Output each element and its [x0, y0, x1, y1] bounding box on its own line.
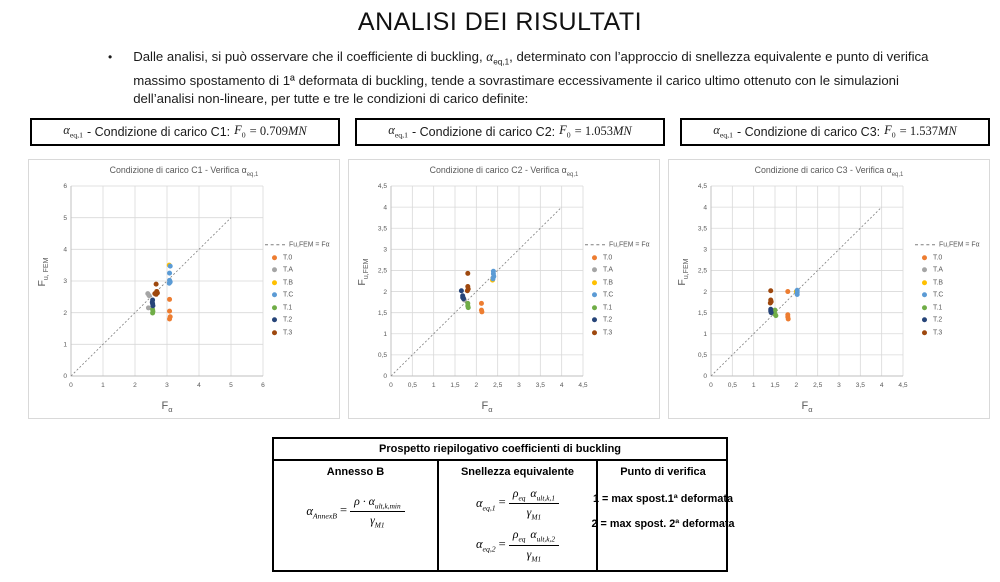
legend-label: T.2	[603, 316, 613, 324]
formula-alpha-eq2: $\alpha_{eq,2}$ = $\frac{\rho_{eq} \alpha_{ult,k,2}}{\gamma_{M1}}$	[476, 527, 559, 563]
x-tick-label: 1,5	[450, 381, 460, 389]
legend-label: T.1	[603, 303, 613, 311]
y-tick-label: 3,5	[377, 225, 387, 233]
chart-c2-y-axis-label: $F_{u,FEM}$	[355, 258, 371, 286]
y-tick-label: 2,5	[377, 267, 387, 275]
legend-label: T.B	[933, 278, 943, 286]
data-point	[768, 300, 773, 305]
x-tick-label: 1,5	[770, 381, 780, 389]
legend-item-T.C	[915, 291, 987, 298]
gridlines	[63, 183, 265, 389]
data-point	[168, 263, 173, 268]
chart-c3-y-axis-label: $F_{u,FEM}$	[675, 258, 691, 286]
y-tick-label: 1	[703, 330, 707, 338]
data-point	[150, 303, 155, 308]
summary-table	[272, 437, 735, 573]
punto-line-1: 1 = max spost.1ª deformata	[593, 492, 733, 505]
series-T.3	[465, 271, 471, 293]
scatter-plot-c2	[361, 180, 599, 396]
data-point	[465, 288, 470, 293]
series-marker-icon	[922, 255, 927, 260]
legend-label: T.0	[283, 253, 293, 261]
y-tick-label: 0	[383, 372, 387, 380]
x-tick-label: 0	[709, 381, 713, 389]
condition-box-c2: $\alpha_{eq,1}$ - Condizione di carico C2: $F_0$ = 1.053 MN	[355, 118, 665, 146]
chart-c2-title: Condizione di carico C2 - Verifica $\alpha_{eq,1}$	[429, 164, 579, 178]
column-annesso-b	[274, 461, 437, 571]
formula-alpha-eq1: $\alpha_{eq,1}$ = $\frac{\rho_{eq} \alpha_{ult,k,1}}{\gamma_{M1}}$	[476, 486, 559, 522]
x-tick-label: 2	[474, 381, 479, 389]
legend-label: Fu,FEM = Fα	[609, 241, 650, 249]
series-T.2	[150, 297, 156, 308]
x-tick-label: 1	[431, 381, 436, 389]
data-point	[167, 297, 172, 302]
x-tick-label: 5	[229, 381, 233, 389]
legend-label: T.B	[283, 278, 293, 286]
y-tick-label: 5	[63, 214, 67, 222]
series-marker-icon	[592, 280, 597, 285]
legend-label: T.A	[603, 266, 613, 274]
chart-c1-y-axis-label: $F_{u, FEM}$	[35, 257, 51, 287]
legend-item-T.A	[585, 266, 657, 273]
series-marker-icon	[592, 255, 597, 260]
legend-item-T.2	[585, 316, 657, 323]
chart-c2-x-axis-label: $F_\alpha$	[481, 400, 493, 415]
condition-box-c3: $\alpha_{eq,1}$ - Condizione di carico C3: $F_0$ = 1.537 MN	[680, 118, 990, 146]
dashed-line-icon	[915, 244, 935, 245]
series-marker-icon	[922, 330, 927, 335]
y-tick-label: 1	[63, 341, 67, 349]
series-marker-icon	[272, 280, 277, 285]
x-tick-label: 2,5	[493, 381, 503, 389]
condition-box-c1: $\alpha_{eq,1}$ - Condizione di carico C1: $F_0$ = 0.709 MN	[30, 118, 340, 146]
y-tick-label: 2	[63, 309, 67, 317]
data-point	[786, 316, 791, 321]
legend-item-T.C	[265, 291, 337, 298]
chart-c1-title: Condizione di carico C1 - Verifica $\alpha_{eq,1}$	[109, 164, 259, 178]
legend-item-identity	[265, 241, 337, 248]
summary-table-header: Prospetto riepilogativo coefficienti di buckling	[274, 439, 726, 461]
chart-c2	[348, 159, 660, 419]
legend-label: T.B	[603, 278, 613, 286]
dashed-line-icon	[585, 244, 605, 245]
data-point	[150, 310, 155, 315]
legend-item-identity	[585, 241, 657, 248]
series-T.2	[768, 306, 773, 314]
data-point	[795, 292, 800, 297]
data-point	[154, 291, 159, 296]
data-point	[461, 296, 466, 301]
y-tick-label: 2,5	[697, 267, 707, 275]
series-T.1	[150, 307, 155, 315]
series-T.0	[479, 301, 484, 314]
series-marker-icon	[272, 255, 277, 260]
y-tick-label: 0	[63, 372, 67, 380]
chart-c1-x-axis-label: $F_\alpha$	[161, 400, 173, 415]
series-marker-icon	[922, 280, 927, 285]
dashed-line-icon	[265, 244, 285, 245]
series-marker-icon	[922, 317, 927, 322]
legend-label: T.C	[603, 291, 614, 299]
data-point	[773, 313, 778, 318]
x-tick-label: 2,5	[813, 381, 823, 389]
chart-c3-x-axis-label: $F_\alpha$	[801, 400, 813, 415]
x-tick-label: 0,5	[727, 381, 737, 389]
chart-c1-legend	[265, 236, 337, 342]
data-point	[167, 316, 172, 321]
legend-item-T.B	[265, 279, 337, 286]
series-marker-icon	[922, 305, 927, 310]
x-tick-label: 3	[517, 381, 521, 389]
data-point	[154, 281, 159, 286]
x-tick-label: 0	[69, 381, 73, 389]
x-tick-label: 3	[165, 381, 169, 389]
y-tick-label: 2	[383, 288, 387, 296]
punto-line-2: 2 = max spost. 2ª deformata	[591, 517, 735, 530]
x-tick-label: 4	[879, 381, 884, 389]
chart-c3-legend	[915, 236, 987, 342]
column-punto-verifica-title: Punto di verifica	[620, 465, 706, 478]
x-tick-label: 1	[751, 381, 756, 389]
chart-c3-title: Condizione di carico C3 - Verifica $\alpha_{eq,1}$	[754, 164, 904, 178]
y-tick-label: 2	[703, 288, 707, 296]
slide-title: ANALISI DEI RISULTATI	[357, 8, 643, 36]
y-tick-label: 1,5	[697, 309, 707, 317]
y-tick-label: 4	[383, 203, 387, 211]
chart-c2-legend	[585, 236, 657, 342]
series-T.1	[465, 301, 470, 310]
legend-item-T.0	[915, 254, 987, 261]
x-tick-label: 6	[261, 381, 265, 389]
legend-label: T.C	[933, 291, 944, 299]
scatter-plot-c3	[681, 180, 919, 396]
legend-item-T.1	[915, 304, 987, 311]
series-T.3	[152, 281, 160, 296]
legend-label: T.2	[933, 316, 943, 324]
legend-label: T.0	[603, 253, 613, 261]
legend-item-T.1	[265, 304, 337, 311]
legend-label: Fu,FEM = Fα	[289, 241, 330, 249]
series-marker-icon	[272, 330, 277, 335]
data-point	[785, 289, 790, 294]
legend-item-T.3	[915, 329, 987, 336]
series-marker-icon	[592, 292, 597, 297]
legend-label: T.3	[603, 328, 613, 336]
series-T.3	[768, 288, 774, 305]
bullet-icon: •	[108, 50, 113, 64]
formula-annex-b: $\alpha_{AnnexB}$ = $\frac{\rho \cdot \alpha_{ult,k,min}}{\gamma_{M1}}$	[306, 494, 404, 530]
series-T.C	[490, 268, 496, 281]
data-point	[466, 305, 471, 310]
data-point	[167, 280, 172, 285]
data-point	[769, 310, 774, 315]
x-tick-label: 2	[133, 381, 137, 389]
scatter-plot-c1	[41, 180, 279, 396]
x-tick-label: 4,5	[578, 381, 588, 389]
legend-item-T.A	[265, 266, 337, 273]
data-point	[490, 276, 495, 281]
bullet-text: Dalle analisi, si può osservare che il coefficiente di buckling, $\alpha_{eq,1}$, determinato con l’approccio di snellezza equivalente e punto di verifica massimo spostamento di 1ª deformata di buckling, tende a sovrastimare eccessivamente il carico ultimo ottenuto con le simulazioni dell’analisi non-lineare, per tutte e tre le condizioni di carico definite:	[133, 49, 929, 106]
chart-c1	[28, 159, 340, 419]
charts-row	[28, 159, 990, 419]
condition-boxes-row	[30, 118, 990, 146]
series-marker-icon	[272, 292, 277, 297]
legend-label: T.1	[283, 303, 293, 311]
legend-item-T.B	[585, 279, 657, 286]
legend-item-T.3	[585, 329, 657, 336]
series-T.0	[167, 297, 173, 322]
legend-label: T.A	[283, 266, 293, 274]
y-tick-label: 3	[703, 246, 707, 254]
data-point	[768, 288, 773, 293]
y-tick-label: 1,5	[377, 309, 387, 317]
series-marker-icon	[592, 317, 597, 322]
data-point	[465, 271, 470, 276]
column-snellezza	[437, 461, 598, 571]
legend-item-T.0	[585, 254, 657, 261]
y-tick-label: 4,5	[697, 182, 707, 190]
series-marker-icon	[272, 317, 277, 322]
legend-item-T.2	[265, 316, 337, 323]
legend-label: T.C	[283, 291, 294, 299]
column-punto-verifica	[591, 461, 735, 571]
series-marker-icon	[592, 330, 597, 335]
column-annesso-b-title: Annesso B	[326, 465, 385, 478]
legend-item-T.A	[915, 266, 987, 273]
series-T.C	[795, 287, 800, 296]
series-marker-icon	[592, 267, 597, 272]
data-point	[479, 301, 484, 306]
data-point	[167, 270, 172, 275]
chart-c3	[668, 159, 990, 419]
x-tick-label: 3,5	[855, 381, 865, 389]
summary-table-body	[274, 461, 735, 571]
data-point	[479, 309, 484, 314]
legend-label: T.0	[933, 253, 943, 261]
series-marker-icon	[272, 267, 277, 272]
data-point	[167, 308, 172, 313]
x-tick-label: 4	[559, 381, 564, 389]
x-tick-label: 0,5	[407, 381, 417, 389]
x-tick-label: 4,5	[898, 381, 908, 389]
legend-label: T.1	[933, 303, 943, 311]
legend-label: T.3	[283, 328, 293, 336]
y-tick-label: 3	[383, 246, 387, 254]
legend-item-T.2	[915, 316, 987, 323]
series-marker-icon	[922, 267, 927, 272]
y-tick-label: 0,5	[377, 351, 387, 359]
y-tick-label: 0	[703, 372, 707, 380]
x-tick-label: 2	[794, 381, 799, 389]
y-tick-label: 4	[703, 203, 707, 211]
y-tick-label: 4,5	[377, 182, 387, 190]
y-tick-label: 4	[63, 246, 67, 254]
legend-label: T.A	[933, 266, 943, 274]
column-snellezza-title: Snellezza equivalente	[460, 465, 575, 478]
x-tick-label: 1	[101, 381, 105, 389]
series-marker-icon	[922, 292, 927, 297]
y-tick-label: 3	[63, 277, 67, 285]
y-tick-label: 6	[63, 182, 67, 190]
x-tick-label: 3	[837, 381, 841, 389]
legend-label: T.3	[933, 328, 943, 336]
series-marker-icon	[272, 305, 277, 310]
data-point	[459, 288, 464, 293]
y-tick-label: 0,5	[697, 351, 707, 359]
y-tick-label: 1	[383, 330, 387, 338]
series-marker-icon	[592, 305, 597, 310]
legend-item-T.0	[265, 254, 337, 261]
x-tick-label: 3,5	[535, 381, 545, 389]
data-point	[147, 293, 152, 298]
y-tick-label: 3,5	[697, 225, 707, 233]
legend-item-identity	[915, 241, 987, 248]
legend-item-T.1	[585, 304, 657, 311]
bullet-paragraph	[108, 48, 938, 108]
legend-label: T.2	[283, 316, 293, 324]
legend-item-T.3	[265, 329, 337, 336]
x-tick-label: 4	[197, 381, 201, 389]
series-T.0	[785, 289, 790, 321]
legend-item-T.B	[915, 279, 987, 286]
legend-label: Fu,FEM = Fα	[939, 241, 980, 249]
legend-item-T.C	[585, 291, 657, 298]
x-tick-label: 0	[389, 381, 393, 389]
